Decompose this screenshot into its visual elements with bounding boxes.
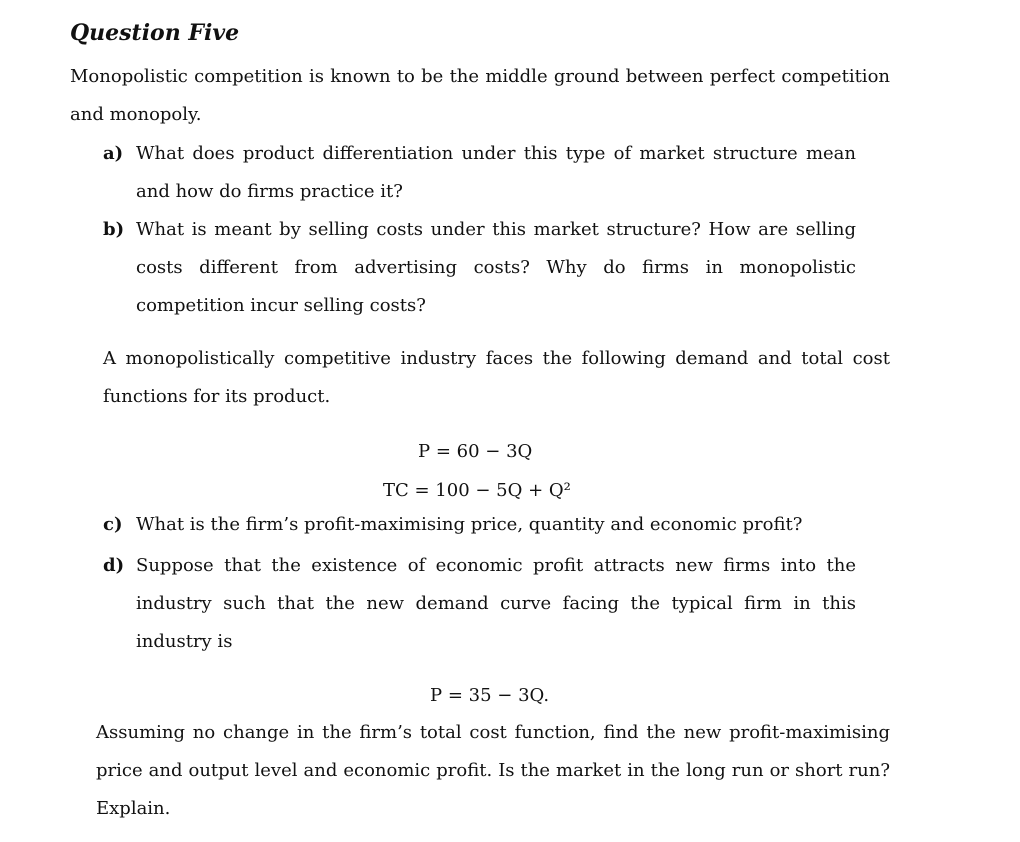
total-cost-equation: TC = 100 − 5Q + Q² xyxy=(383,480,571,501)
question-title: Question Five xyxy=(70,20,240,46)
item-text: What is the firm’s profit-maximising price, quantity and economic profit? xyxy=(136,514,803,535)
item-label: a) xyxy=(103,143,124,164)
item-text: What does product differentiation under this type of market structure mean and how do firms practice it? xyxy=(136,143,856,202)
demand-equation: P = 60 − 3Q xyxy=(418,441,533,462)
intro-paragraph: Monopolistic competition is known to be the middle ground between perfect competition and monopoly. xyxy=(70,66,890,125)
new-demand-equation: P = 35 − 3Q. xyxy=(430,685,550,706)
item-label: c) xyxy=(103,514,123,535)
item-text: What is meant by selling costs under this market structure? How are selling costs different from advertising costs? Why do firms in monopolistic competition incur selling costs? xyxy=(136,219,856,316)
item-label: b) xyxy=(103,219,125,240)
item-text: Suppose that the existence of economic profit attracts new firms into the industry such that the new demand curve facing the typical firm in this industry is xyxy=(136,555,856,652)
assumption-paragraph: Assuming no change in the firm’s total cost function, find the new profit-maximising price and output level and economic profit. Is the market in the long run or short run? Explain. xyxy=(96,722,890,819)
industry-paragraph: A monopolistically competitive industry faces the following demand and total cost functions for its product. xyxy=(103,348,890,407)
item-label: d) xyxy=(103,555,125,576)
